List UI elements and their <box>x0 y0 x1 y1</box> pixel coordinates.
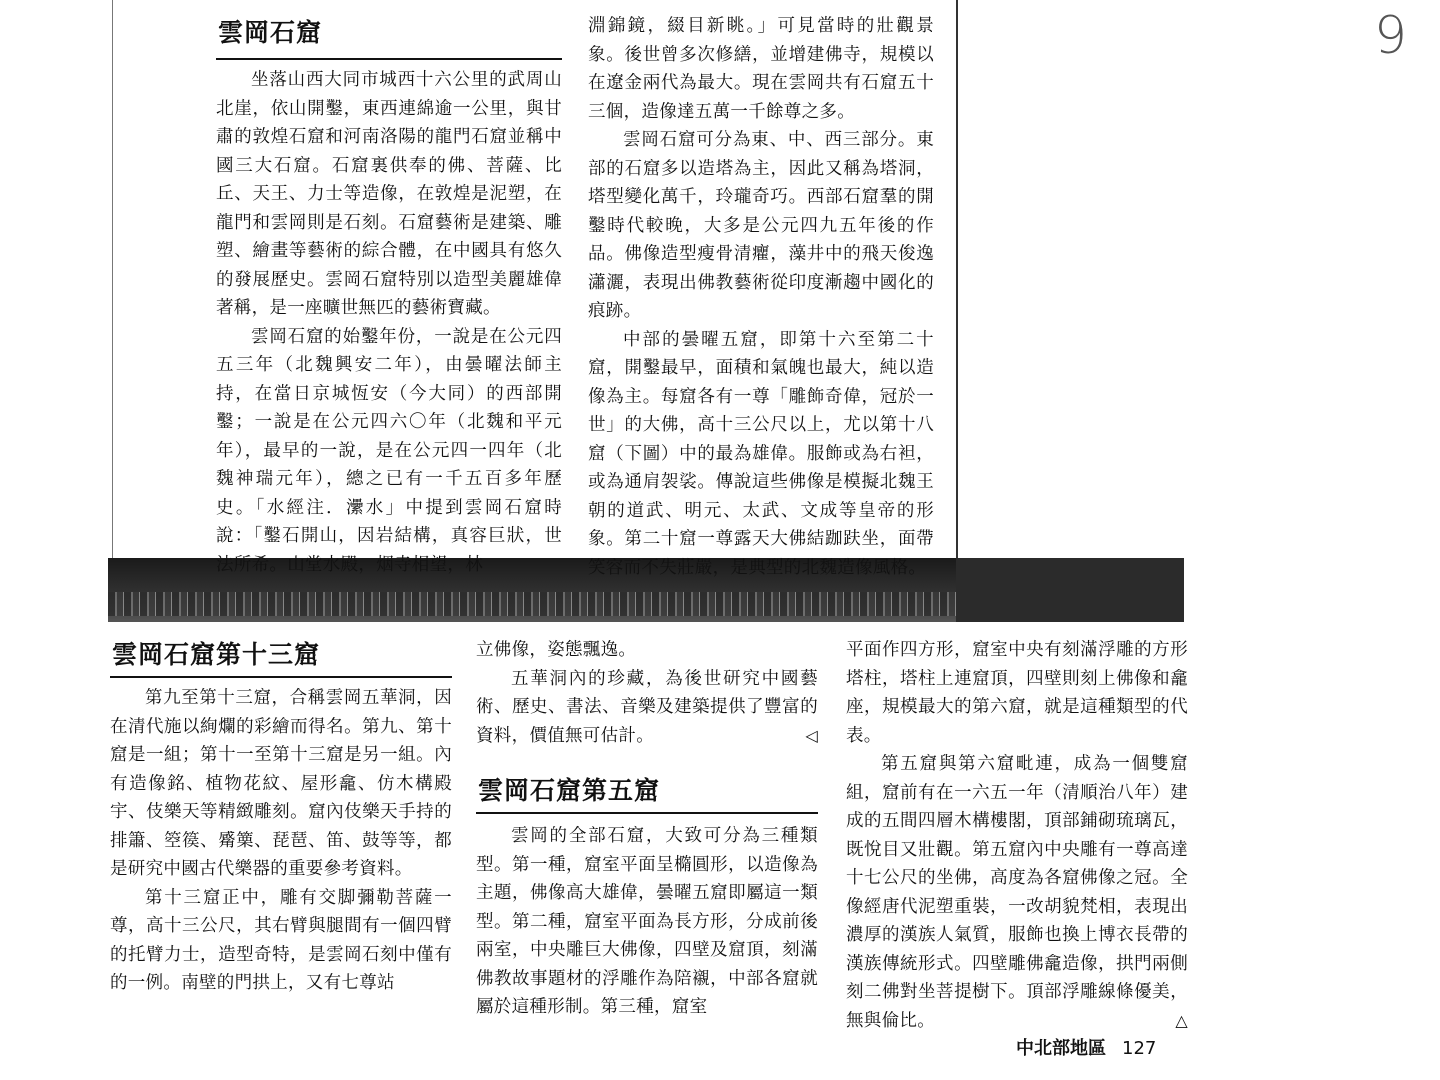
article-5-column-2 <box>846 636 1188 1035</box>
top-article-right-column <box>588 12 934 582</box>
title-rule <box>476 812 818 814</box>
page-number: 127 <box>1122 1038 1157 1059</box>
paragraph: 中部的曇曜五窟，即第十六至第二十窟，開鑿最早，面積和氣魄也最大，純以造像為主。每窟各有一尊「雕飾奇偉，冠於一世」的大佛，高十三公尺以上，尤以第十八窟（下圖）中的最為雄偉。服飾或為右袒，或為通肩袈裟。傳說這些佛像是模擬北魏王朝的道武、明元、太武、文成等皇帝的形象。第二十窟一尊露天大佛結跏趺坐，面帶笑容而不失莊嚴，是典型的北魏造像風格。 <box>588 329 934 578</box>
footer-section: 中北部地區 <box>1016 1038 1106 1059</box>
photo-strip-right <box>956 558 1184 622</box>
end-mark-icon: △ <box>1175 1010 1188 1030</box>
article-13-column-2 <box>476 636 818 750</box>
title-rule <box>110 676 452 678</box>
photo-strip-texture <box>108 592 956 616</box>
end-mark-icon: ◁ <box>805 725 818 745</box>
paragraph: 淵錦鏡，綴目新眺。」可見當時的壯觀景象。後世曾多次修繕，並增建佛寺，規模以在遼金兩代為最大。現在雲岡共有石窟五十三個，造像達五萬一千餘尊之多。 <box>588 16 934 122</box>
paragraph <box>476 665 818 751</box>
paragraph: 雲岡石窟的始鑿年份，一說是在公元四五三年（北魏興安二年），由曇曜法師主持，在當日京城恆安（今大同）的西部開鑿；一說是在公元四六〇年（北魏和平元年），最早的一說，是在公元四一四年（北魏神瑞元年），總之已有一千五百多年歷史。「水經注．㶟水」中提到雲岡石窟時說：「鑿石開山，因岩結構，真容巨狀，世法所希。山堂水殿，烟寺相望，林 <box>216 326 562 575</box>
article-13-column-1 <box>110 684 452 998</box>
article-5-column-1 <box>476 822 818 1022</box>
paragraph: 雲岡石窟可分為東、中、西三部分。東部的石窟多以造塔為主，因此又稱為塔洞，塔型變化萬千，玲瓏奇巧。西部石窟羣的開鑿時代較晚，大多是公元四九五年後的作品。佛像造型瘦骨清癯，藻井中的飛天俊逸瀟灑，表現出佛教藝術從印度漸趨中國化的痕跡。 <box>588 130 934 321</box>
paragraph-text: 第五窟與第六窟毗連，成為一個雙窟組，窟前有在一六五一年（清順治八年）建成的五間四層木構樓閣，頂部鋪砌琉璃瓦，既悅目又壯觀。第五窟內中央雕有一尊高達十七公尺的坐佛，高度為各窟佛像之冠。全像經唐代泥塑重裝，一改胡貌梵相，表現出濃厚的漢族人氣質，服飾也換上博衣長帶的漢族傳統形式。四壁雕佛龕造像，拱門兩側刻二佛對坐菩提樹下。頂部浮雕線條優美，無與倫比。 <box>846 754 1188 1031</box>
paragraph: 第十三窟正中，雕有交脚彌勒菩薩一尊，高十三公尺，其右臂與腿間有一個四臂的托臂力士，造型奇特，是雲岡石刻中僅有的一例。南壁的門拱上，又有七尊站 <box>110 887 452 993</box>
clipping-edge <box>112 0 113 596</box>
top-article-title: 雲岡石窟 <box>218 18 323 47</box>
paragraph: 雲岡的全部石窟，大致可分為三種類型。第一種，窟室平面呈橢圓形，以造像為主題，佛像高大雄偉，曇曜五窟即屬這一類型。第二種，窟室平面為長方形，分成前後兩室，中央雕巨大佛像，四壁及窟頂，刻滿佛教故事題材的浮雕作為陪襯，中部各窟就屬於這種形制。第三種，窟室 <box>476 826 818 1017</box>
paragraph <box>846 750 1188 1035</box>
closing-text: 五華洞內的珍藏，為後世研究中國藝術、歷史、書法、音樂及建築提供了豐富的資料，價值無可估計。 <box>476 668 818 746</box>
article-13-title: 雲岡石窟第十三窟 <box>112 640 321 669</box>
page-footer <box>1016 1034 1156 1060</box>
title-rule <box>216 58 562 60</box>
paragraph: 平面作四方形，窟室中央有刻滿浮雕的方形塔柱，塔柱上連窟頂，四壁則刻上佛像和龕座，規模最大的第六窟，就是這種類型的代表。 <box>846 640 1188 746</box>
paragraph: 立佛像，姿態飄逸。 <box>476 640 637 660</box>
article-5-title: 雲岡石窟第五窟 <box>478 776 661 805</box>
paragraph: 第九至第十三窟，合稱雲岡五華洞，因在清代施以絢爛的彩繪而得名。第九、第十窟是一組；第十一至第十三窟是另一組。內有造像銘、植物花紋、屋形龕、仿木構殿宇、伎樂天等精緻雕刻。窟內伎樂天手持的排簫、箜篌、觱篥、琵琶、笛、鼓等等，都是研究中國古代樂器的重要參考資料。 <box>110 688 452 879</box>
paragraph: 坐落山西大同市城西十六公里的武周山北崖，依山開鑿，東西連綿逾一公里，與甘肅的敦煌石窟和河南洛陽的龍門石窟並稱中國三大石窟。石窟裏供奉的佛、菩薩、比丘、天王、力士等造像，在敦煌是泥塑，在龍門和雲岡則是石刻。石窟藝術是建築、雕塑、繪畫等藝術的綜合體，在中國具有悠久的發展歷史。雲岡石窟特別以造型美麗雄偉著稱，是一座曠世無匹的藝術寶藏。 <box>216 70 562 318</box>
handwritten-page-mark: 9 <box>1374 6 1408 66</box>
top-article-left-column <box>216 66 562 579</box>
